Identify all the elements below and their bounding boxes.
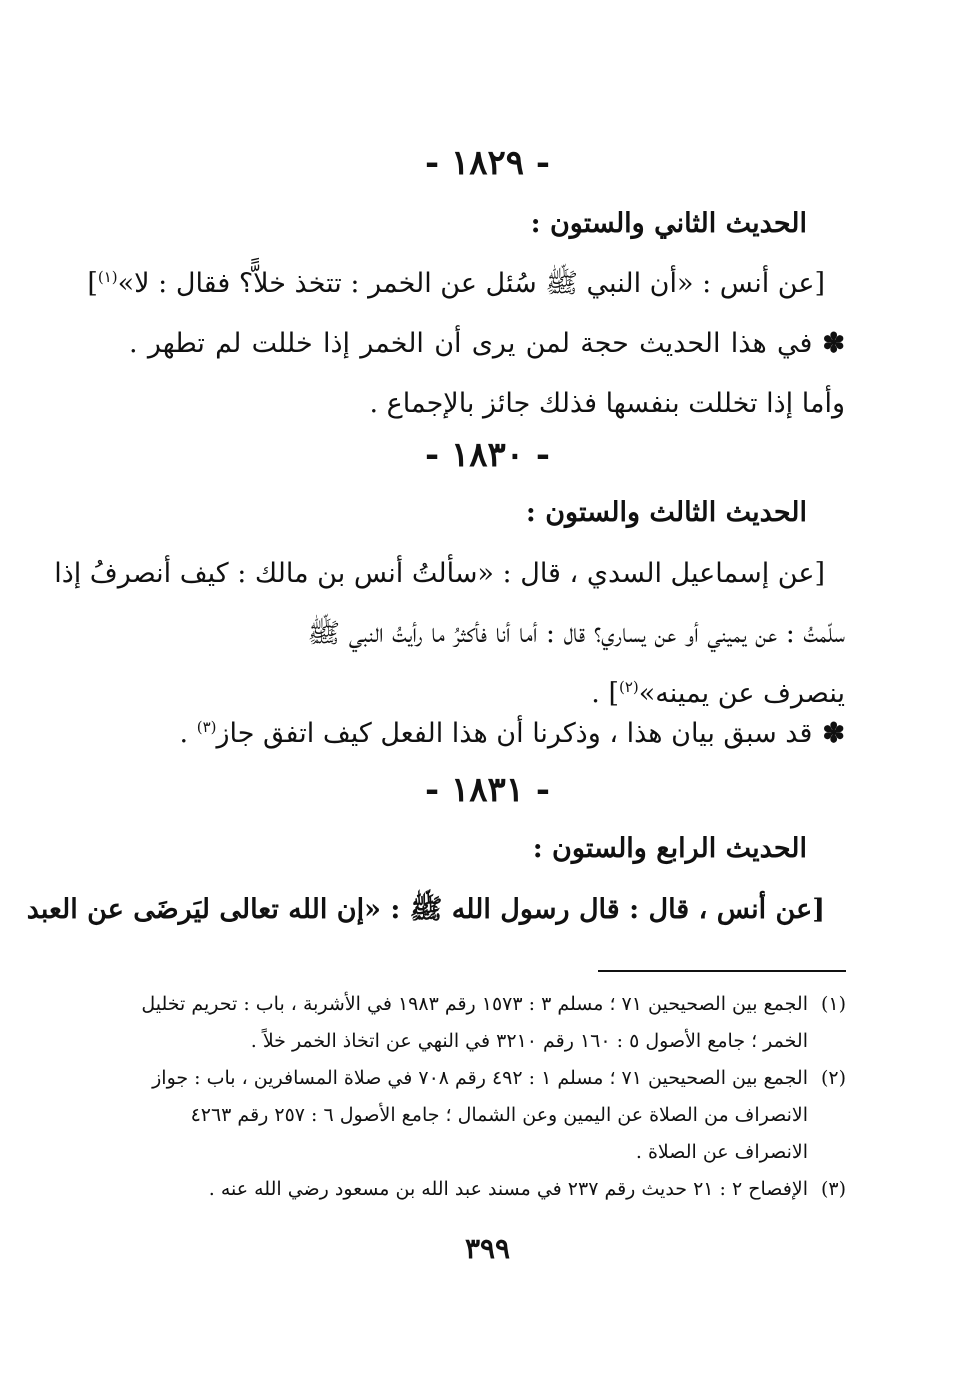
commentary-63 <box>180 704 845 764</box>
hadith-number-1831: - ١٨٣١ - <box>425 770 550 810</box>
footnote-1-marker: (١) <box>820 993 846 1015</box>
hadith-text-63-line1: [عن إسماعيل السدي ، قال : «سألتُ أنس بن مالك : كيف أنصرفُ إذا <box>54 558 825 589</box>
hadith-text-62 <box>87 254 825 314</box>
hadith-number-1829: - ١٨٢٩ - <box>425 143 550 183</box>
footnote-ref-2: (٢) <box>619 678 639 696</box>
hadith-number-1830: - ١٨٣٠ - <box>425 435 550 475</box>
footnote-ref-3: (٣) <box>196 718 217 736</box>
footnote-1-line1: الجمع بين الصحيحين ٧١ ؛ مسلم ٣ : ١٥٧٣ رقم ١٩٨٣ في الأشربة ، باب : تحريم تخليل <box>141 993 808 1015</box>
commentary-62 <box>129 314 845 434</box>
footnote-separator <box>598 970 846 972</box>
hadith-text-64: [عن أنس ، قال : قال رسول الله ﷺ : «إن الله تعالى ليَرضَى عن العبد <box>26 894 825 925</box>
footnote-2 <box>135 1060 846 1171</box>
hadith-heading-63: الحديث الثالث والستون : <box>525 497 807 528</box>
footnote-1 <box>135 986 846 1060</box>
hadith-text-63 <box>54 544 845 724</box>
asterisk-icon: ✽ <box>822 718 845 749</box>
page-number: ٣٩٩ <box>464 1232 511 1265</box>
footnote-3 <box>135 1171 846 1208</box>
footnote-ref-1: (١) <box>97 268 118 286</box>
footnote-2-marker: (٢) <box>820 1067 846 1089</box>
footnote-2-line2: الانصراف من الصلاة عن اليمين وعن الشمال ؛ جامع الأصول ٦ : ٢٥٧ رقم ٤٢٦٣ <box>190 1104 808 1126</box>
footnote-2-line3: الانصراف عن الصلاة . <box>635 1141 808 1163</box>
footnote-1-line2: الخمر ؛ جامع الأصول ٥ : ١٦٠ رقم ٣٢١٠ في النهي عن اتخاذ الخمر خلاً . <box>250 1030 808 1052</box>
hadith-heading-64: الحديث الرابع والستون : <box>532 833 807 864</box>
commentary-63-end: . <box>179 718 197 749</box>
asterisk-icon: ✽ <box>822 328 845 359</box>
hadith-text-62-body: [عن أنس : «أن النبي ﷺ سُئل عن الخمر : تتخذ خلاًّ؟ فقال : لا» <box>117 268 825 299</box>
hadith-text-63-line3: ينصرف عن يمينه» <box>638 678 845 709</box>
hadith-text-63-line2: سلّمتُ : عن يميني أو عن يساري؟ قال : أما أنا فأكثرُ ما رأيتُ النبي ﷺ <box>307 618 845 649</box>
commentary-63-text: قد سبق بيان هذا ، وذكرنا أن هذا الفعل كيف اتفق جاز <box>216 718 813 749</box>
hadith-heading-62: الحديث الثاني والستون : <box>530 208 807 239</box>
commentary-62-text: في هذا الحديث حجة لمن يرى أن الخمر إذا خللت لم تطهر . وأما إذا تخللت بنفسها فذلك جائز بالإجماع . <box>129 328 845 419</box>
hadith-text-63-close: ] . <box>591 678 619 709</box>
footnote-2-line1: الجمع بين الصحيحين ٧١ ؛ مسلم ١ : ٤٩٢ رقم ٧٠٨ في صلاة المسافرين ، باب : جواز <box>152 1067 808 1089</box>
footnote-3-marker: (٣) <box>820 1178 846 1200</box>
footnote-3-line1: الإفصاح ٢ : ٢١ حديث رقم ٢٣٧ في مسند عبد الله بن مسعود رضي الله عنه . <box>208 1178 808 1200</box>
hadith-text-62-close: ] <box>87 268 98 299</box>
